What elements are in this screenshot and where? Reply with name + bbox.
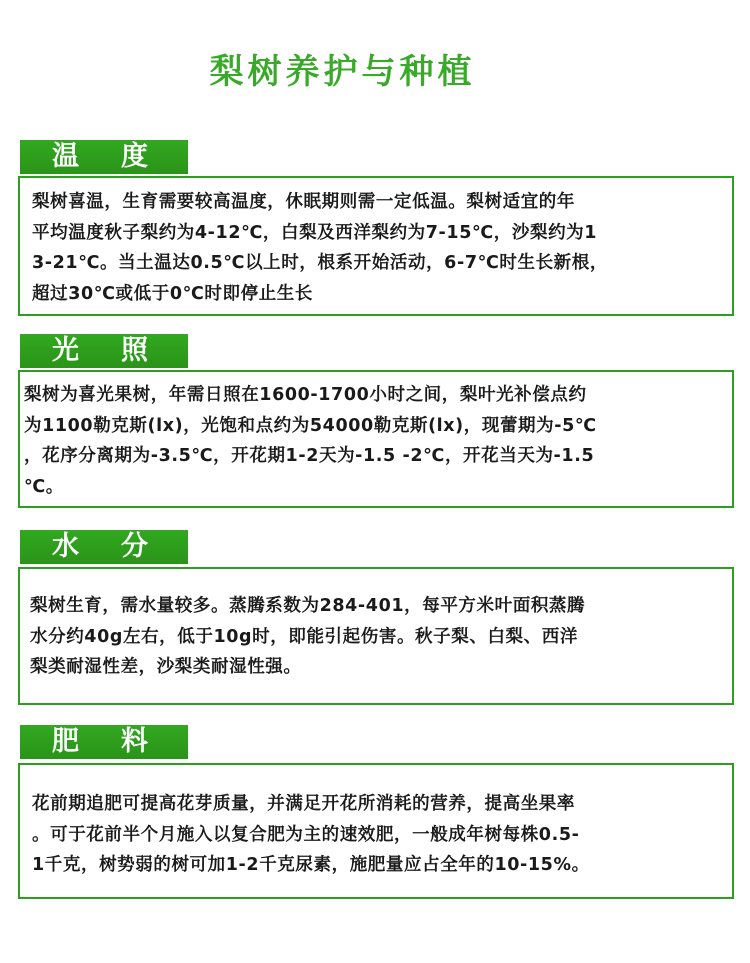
- body-line: 水分约40g左右，低于10g时，即能引起伤害。秋子梨、白梨、西洋: [30, 626, 578, 647]
- body-line: 。可于花前半个月施入以复合肥为主的速效肥，一般成年树每株0.5-: [32, 824, 580, 845]
- body-line: 梨树喜温，生育需要较高温度，休眠期则需一定低温。梨树适宜的年: [32, 192, 575, 212]
- section-heading-water: [20, 530, 188, 564]
- body-line: 3-21℃。当土温达0.5℃以上时，根系开始活动，6-7℃时生长新根，: [32, 253, 608, 273]
- page-title: 梨树养护与种植: [209, 52, 476, 92]
- heading-char: 分: [121, 531, 150, 562]
- section-body-fertilizer: [18, 763, 734, 899]
- section-body-temperature: [18, 176, 734, 316]
- body-line: 梨树生育，需水量较多。蒸腾系数为284-401，每平方米叶面积蒸腾: [30, 596, 586, 616]
- heading-char: 肥: [52, 726, 81, 757]
- body-line: 花前期追肥可提高花芽质量，并满足开花所消耗的营养，提高坐果率: [32, 794, 575, 814]
- body-line: 梨树为喜光果树，年需日照在1600-1700小时之间，梨叶光补偿点约: [24, 385, 587, 405]
- section-heading-temperature: [20, 140, 188, 174]
- heading-char: 料: [121, 726, 150, 757]
- section-heading-fertilizer: [20, 725, 188, 759]
- body-line: 梨类耐湿性差，沙梨类耐湿性强。: [30, 657, 302, 677]
- body-line: ，花序分离期为-3.5℃，开花期1-2天为-1.5 -2℃，开花当天为-1.5: [24, 446, 595, 466]
- heading-char: 光: [52, 335, 81, 366]
- body-line: 超过30℃或低于0℃时即停止生长: [32, 283, 314, 304]
- heading-char: 水: [52, 531, 81, 562]
- section-heading-light: [20, 334, 188, 368]
- body-line: 1千克，树势弱的树可加1-2千克尿素，施肥量应占全年的10-15%。: [32, 855, 590, 875]
- section-body-water: [18, 567, 734, 705]
- heading-char: 度: [121, 141, 150, 172]
- heading-char: 照: [121, 335, 150, 366]
- section-body-light: [18, 370, 734, 508]
- body-line: 为1100勒克斯(lx)，光饱和点约为54000勒克斯(lx)，现蕾期为-5℃: [24, 415, 597, 436]
- body-line: 平均温度秋子梨约为4-12℃，白梨及西洋梨约为7-15℃，沙梨约为1: [32, 222, 598, 243]
- heading-char: 温: [52, 141, 81, 172]
- body-line: ℃。: [24, 476, 64, 497]
